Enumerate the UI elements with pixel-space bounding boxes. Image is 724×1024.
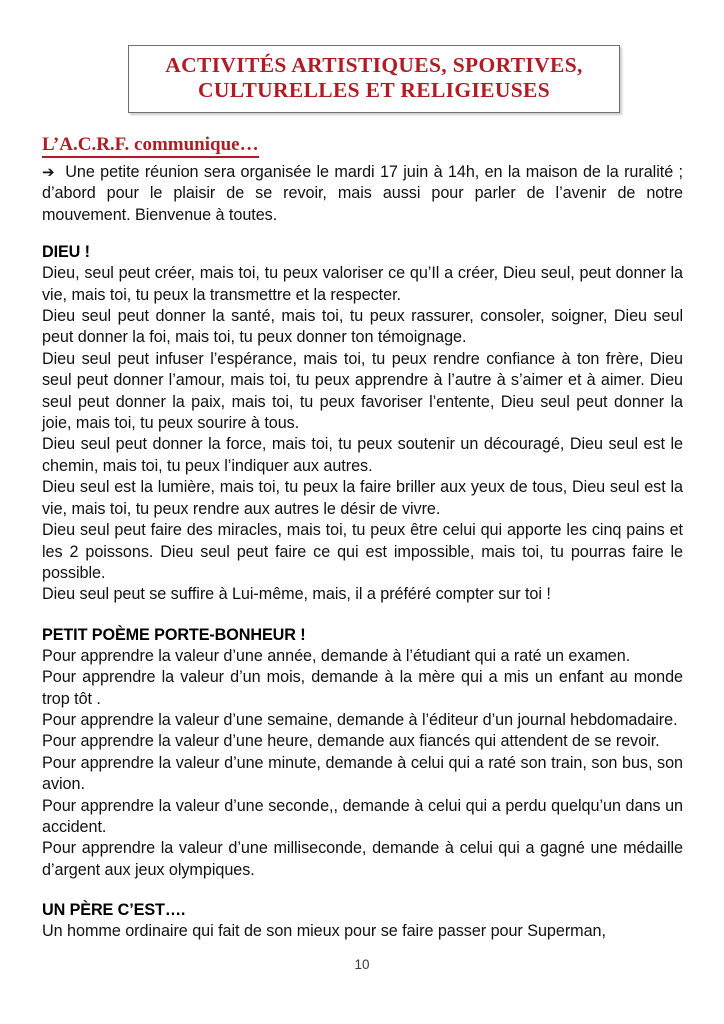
poeme-paragraph: Pour apprendre la valeur d’une heure, demande aux fiancés qui attendent de se revoir. [42,732,660,751]
spacer [42,606,683,625]
acrf-paragraph-text: Une petite réunion sera organisée le mardi 17 juin à 14h, en la maison de la ruralité ; d’abord pour le plaisir de se revoir, mais aussi pour parler de l’avenir de notre mouvement. Bienvenue à toutes. [42,163,683,224]
acrf-paragraph [42,162,683,226]
poeme-paragraph: Pour apprendre la valeur d’une semaine, demande à l’éditeur d’un journal hebdomadaire. [42,710,678,729]
content-column [42,133,683,943]
spacer [42,226,683,242]
spacer [42,881,683,900]
section-heading-pere: UN PÈRE C’EST…. [42,901,186,920]
dieu-paragraph: Dieu seul peut faire des miracles, mais toi, tu peux être celui qui apporte les cinq pains et les 2 poissons. Dieu seul peut faire ce qui est impossible, mais toi, tu pourras faire le possible. [42,521,683,582]
pere-paragraph: Un homme ordinaire qui fait de son mieux pour se faire passer pour Superman, [42,922,606,941]
poeme-paragraph: Pour apprendre la valeur d’une année, demande à l’étudiant qui a raté un examen. [42,646,631,665]
page-title-line-2: CULTURELLES ET RELIGIEUSES [197,78,551,102]
page-number: 10 [354,957,370,972]
dieu-paragraph: Dieu, seul peut créer, mais toi, tu peux valoriser ce qu’Il a créer, Dieu seul, peut donner la vie, mais toi, tu peux la transmettre et la respecter. [42,264,683,304]
section-heading-dieu: DIEU ! [42,243,90,262]
arrow-right-icon: ➔ [42,163,55,181]
poeme-paragraph: Pour apprendre la valeur d’une minute, demande à celui qui a raté son train, son bus, son avion. [42,753,683,794]
dieu-paragraph: Dieu seul peut se suffire à Lui-même, mais, il a préféré compter sur toi ! [42,585,551,604]
section-heading-acrf [42,133,683,158]
poeme-paragraph: Pour apprendre la valeur d’une seconde,, demande à celui qui a perdu quelqu’un dans un accident. [42,796,683,836]
dieu-paragraph: Dieu seul peut donner la santé, mais toi, tu peux rassurer, consoler, soigner, Dieu seul peut donner la foi, mais toi, tu peux donner ton témoignage. [42,307,683,347]
poeme-paragraph: Pour apprendre la valeur d’une milliseconde, demande à celui qui a gagné une médaille d’argent aux jeux olympiques. [42,839,683,879]
page-title-banner [128,45,620,113]
dieu-paragraph: Dieu seul est la lumière, mais toi, tu peux la faire briller aux yeux de tous, Dieu seul est la vie, mais toi, tu peux rendre aux autres le désir de vivre. [42,478,683,518]
page-title-line-1: ACTIVITÉS ARTISTIQUES, SPORTIVES, [165,53,583,77]
dieu-paragraph: Dieu seul peut donner la force, mais toi, tu peux soutenir un découragé, Dieu seul est le chemin, mais toi, tu peux l’indiquer aux autres. [42,435,683,475]
poeme-paragraph: Pour apprendre la valeur d’un mois, demande à la mère qui a mis un enfant au monde trop tôt . [42,668,683,708]
dieu-paragraph: Dieu seul peut infuser l’espérance, mais toi, tu peux rendre confiance à ton frère, Dieu seul peut donner l’amour, mais toi, tu peux apprendre à l’autre à s’aimer et à aimer. Dieu seul peut donner la paix, mais toi, tu peux favoriser l’entente, Dieu seul peut donner la joie, mais toi, tu peux sourire à tous. [42,349,683,433]
section-heading-poeme: PETIT POÈME PORTE-BONHEUR ! [42,625,306,644]
section-heading-acrf-text: L’A.C.R.F. communique… [42,133,259,158]
